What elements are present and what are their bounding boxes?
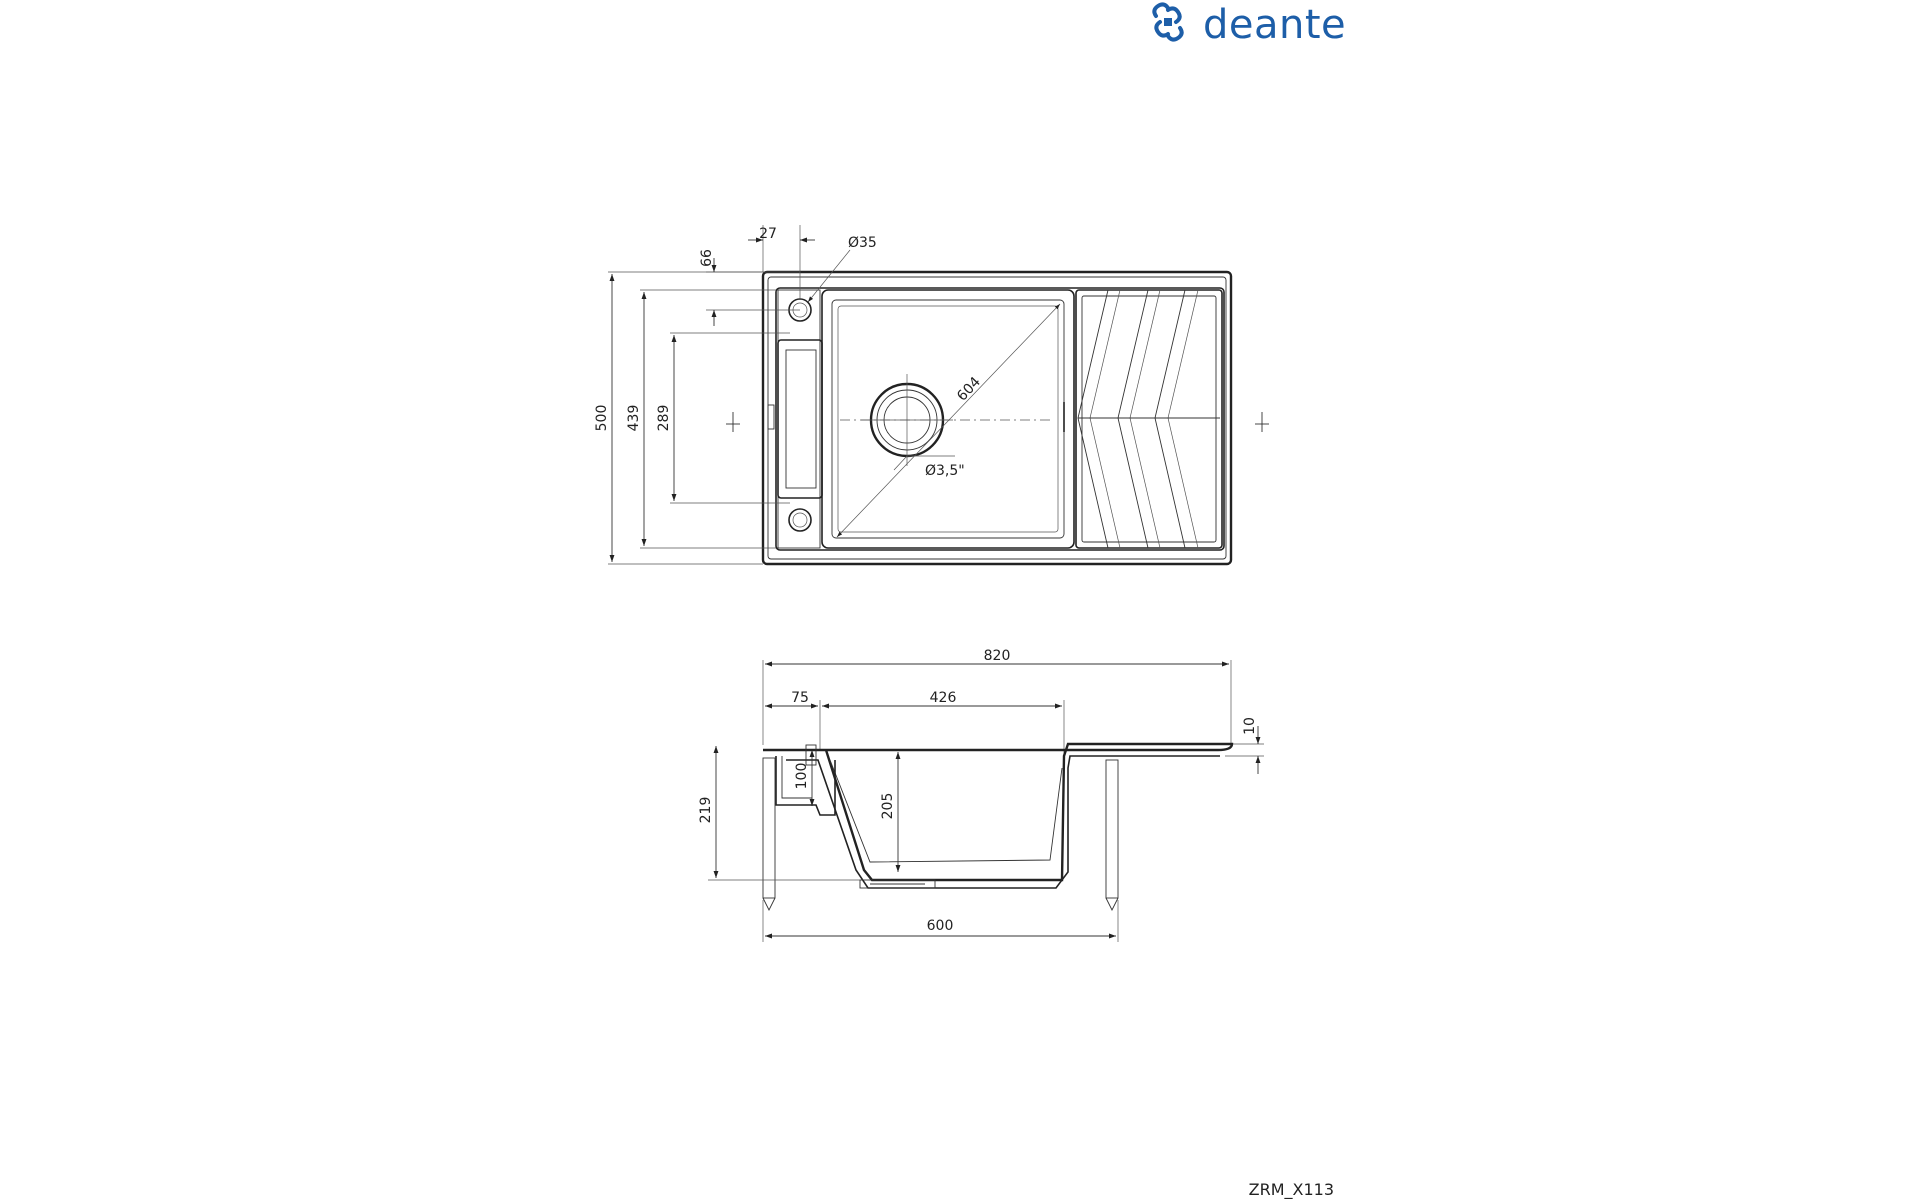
cabinet-side-right: [1106, 760, 1118, 898]
drawing-code: ZRM_X113: [1248, 1180, 1334, 1199]
drainboard: [1064, 290, 1222, 548]
dim-205: 205: [880, 792, 896, 820]
dim-27: 27: [759, 226, 777, 242]
dim-drain-diameter: Ø3,5": [925, 463, 965, 479]
dim-diameter-35: Ø35: [848, 235, 877, 251]
dim-439: 439: [626, 404, 642, 432]
dim-426: 426: [929, 690, 957, 706]
dim-66: 66: [699, 249, 715, 267]
dim-219: 219: [698, 796, 714, 824]
dim-604: 604: [954, 374, 985, 405]
dim-10: 10: [1242, 717, 1258, 735]
dim-75: 75: [791, 690, 809, 706]
dim-820: 820: [983, 648, 1011, 664]
dim-500: 500: [594, 404, 610, 432]
cabinet-side-left: [763, 758, 775, 898]
dim-100: 100: [794, 762, 810, 790]
top-view: [594, 225, 1269, 564]
brand-name: deante: [1203, 2, 1347, 48]
tap-hole-bottom: [789, 509, 811, 531]
side-view: [698, 648, 1264, 942]
deante-logo-icon: [1154, 4, 1181, 39]
dim-600: 600: [926, 918, 954, 934]
brand-logo: [1154, 2, 1346, 48]
dim-289: 289: [656, 404, 672, 432]
